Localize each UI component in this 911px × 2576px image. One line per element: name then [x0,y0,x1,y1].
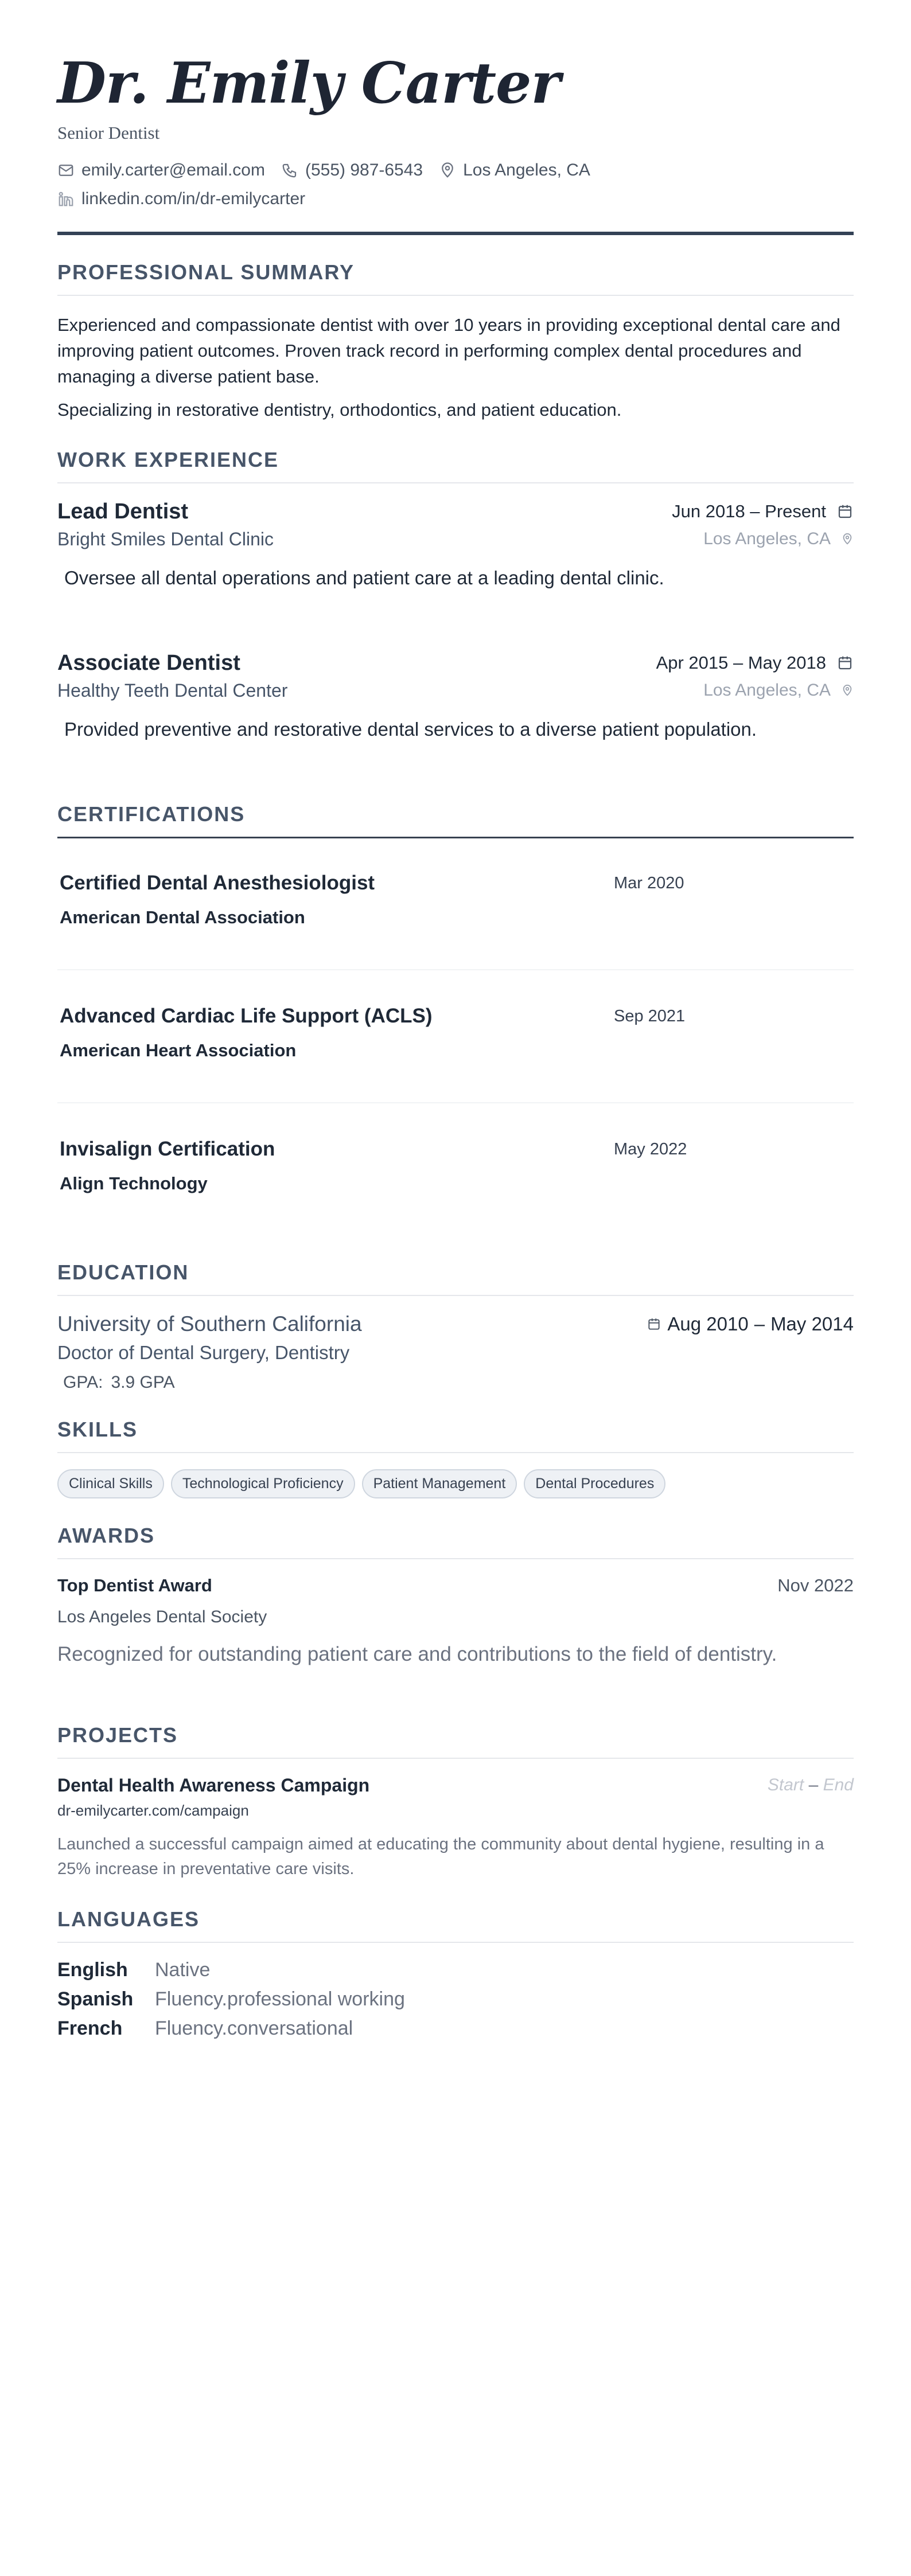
resume-header [57,50,854,235]
certification-entry [57,988,854,1103]
job-title: Associate Dentist [57,650,240,675]
projects-heading: PROJECTS [57,1723,854,1759]
job-entry [57,499,854,589]
project-end: End [823,1775,854,1795]
contact-email[interactable] [57,161,265,180]
summary-paragraph: Experienced and compassionate dentist with over 10 years in providing exceptional dental care and improving patient outcomes. Proven track record in performing complex dental procedures and managing a diverse patient base. [57,314,840,387]
languages-heading: LANGUAGES [57,1907,854,1943]
job-company: Bright Smiles Dental Clinic [57,528,274,549]
languages-section [57,1907,854,2040]
contact-row-2 [57,189,854,209]
project-link[interactable]: dr-emilycarter.com/campaign [57,1801,249,1819]
phone-text: (555) 987-6543 [305,160,423,179]
education-end: May 2014 [770,1313,854,1334]
gpa-label: GPA: [63,1372,103,1392]
education-date-separator: – [754,1313,765,1334]
certification-name: Certified Dental Anesthesiologist [60,871,375,894]
certification-issuer: American Dental Association [60,907,305,927]
projects-section [57,1723,854,1882]
language-level: Native [155,1958,211,1981]
job-description: Provided preventive and restorative dental services to a diverse patient population. [64,718,757,740]
contact-row [57,161,854,180]
certification-date: May 2022 [614,1139,687,1158]
location-text: Los Angeles, CA [463,160,590,179]
experience-heading: WORK EXPERIENCE [57,448,854,483]
education-gpa [57,1373,854,1392]
map-pin-icon [841,684,854,697]
summary-heading: PROFESSIONAL SUMMARY [57,260,854,296]
certification-name: Invisalign Certification [60,1137,275,1160]
job-title: Lead Dentist [57,499,189,524]
contact-linkedin[interactable] [57,189,305,209]
mail-icon [57,162,75,179]
job-dates-text: Jun 2018 – Present [672,501,826,522]
certifications-heading: CERTIFICATIONS [57,802,854,838]
education-start: Aug 2010 [667,1313,749,1334]
awards-heading: AWARDS [57,1524,854,1559]
skills-heading: SKILLS [57,1418,854,1453]
skill-chip: Patient Management [362,1469,517,1498]
award-organization: Los Angeles Dental Society [57,1607,267,1626]
contact-phone[interactable] [281,161,423,180]
gpa-value: 3.9 GPA [111,1372,175,1392]
job-dates [672,501,854,522]
award-name: Top Dentist Award [57,1575,212,1595]
language-level: Fluency.conversational [155,2017,353,2039]
language-row [57,1988,854,2011]
candidate-role: Senior Dentist [57,122,160,143]
skills-section [57,1418,854,1498]
summary-section [57,260,854,423]
language-row [57,1959,854,1981]
education-section [57,1260,854,1392]
calendar-icon [647,1317,661,1332]
contact-location [439,161,590,180]
certification-entry [57,1121,854,1235]
job-description: Oversee all dental operations and patient care at a leading dental clinic. [64,567,664,588]
phone-icon [281,162,298,179]
linkedin-icon [57,190,75,208]
calendar-icon [836,503,854,520]
project-dates [768,1775,854,1795]
awards-section [57,1524,854,1666]
skills-list [57,1469,854,1498]
education-heading: EDUCATION [57,1260,854,1296]
job-location-text: Los Angeles, CA [703,529,831,549]
skill-chip: Dental Procedures [524,1469,665,1498]
map-pin-icon [439,162,456,179]
certification-entry [57,854,854,970]
education-school: University of Southern California [57,1312,362,1336]
education-dates [647,1313,854,1335]
job-dates-text: Apr 2015 – May 2018 [656,653,826,673]
candidate-name: Dr. Emily Carter [57,50,560,116]
certification-name: Advanced Cardiac Life Support (ACLS) [60,1004,433,1027]
certification-date: Mar 2020 [614,873,684,892]
award-description: Recognized for outstanding patient care and contributions to the field of dentistry. [57,1642,777,1665]
map-pin-icon [841,533,854,545]
project-name: Dental Health Awareness Campaign [57,1774,370,1796]
job-location-text: Los Angeles, CA [703,681,831,700]
language-name: French [57,2017,123,2039]
certifications-section [57,802,854,1235]
summary-paragraph: Specializing in restorative dentistry, orthodontics, and patient education. [57,399,622,420]
linkedin-text: linkedin.com/in/dr-emilycarter [81,189,306,208]
education-degree: Doctor of Dental Surgery, Dentistry [57,1341,350,1363]
job-company: Healthy Teeth Dental Center [57,680,288,701]
experience-section [57,448,854,740]
language-name: Spanish [57,1988,134,2010]
certification-date: Sep 2021 [614,1006,686,1025]
language-level: Fluency.professional working [155,1988,405,2010]
job-dates [656,653,854,673]
job-entry [57,651,854,740]
language-row [57,2017,854,2040]
project-description: Launched a successful campaign aimed at educating the community about dental hygiene, resulting in a 25% increase in preventative care visits. [57,1835,824,1879]
project-date-separator: – [808,1775,819,1795]
certification-issuer: Align Technology [60,1173,208,1193]
job-location [703,681,854,700]
job-location [703,529,854,549]
project-start: Start [767,1775,804,1795]
skill-chip: Clinical Skills [57,1469,164,1498]
email-text: emily.carter@email.com [81,160,265,179]
award-date: Nov 2022 [777,1575,854,1595]
certification-issuer: American Heart Association [60,1040,297,1060]
skill-chip: Technological Proficiency [171,1469,355,1498]
calendar-icon [836,654,854,672]
language-name: English [57,1958,128,1981]
header-divider [57,232,854,235]
